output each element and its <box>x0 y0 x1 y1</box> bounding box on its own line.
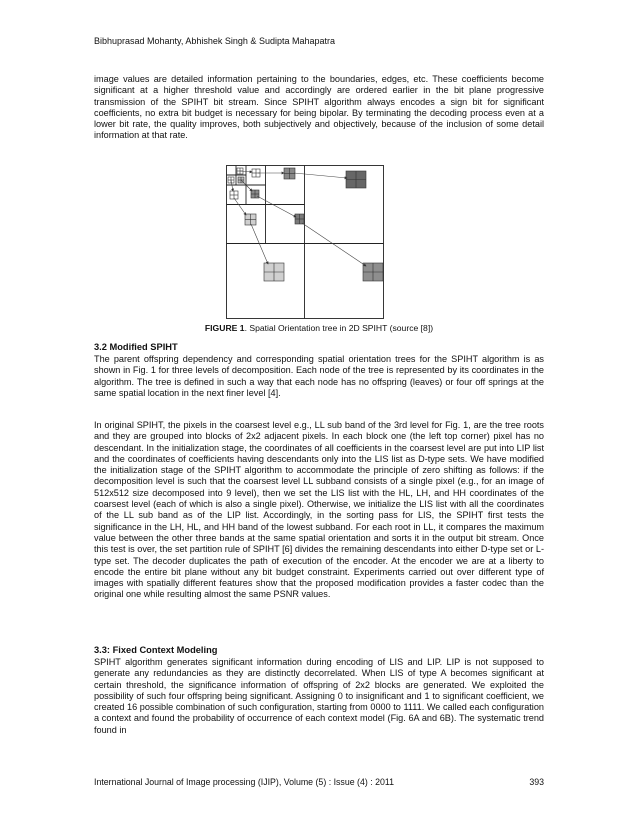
figure-caption <box>0 323 638 333</box>
section-3-2-paragraph-1: The parent offspring dependency and corresponding spatial orientation trees for the SPIHT algorithm is as shown in Fig. 1 for three levels of decomposition. Each node of the tree is represented by its coordinates in the algorithm. The tree is defined in such a way that each node has no offspring (leaves) or four off springs at the same spatial location in the next finer level [4]. <box>94 354 544 398</box>
figure-caption-text: . Spatial Orientation tree in 2D SPIHT (source [8]) <box>244 323 434 333</box>
page-number: 393 <box>529 777 544 787</box>
section-heading-3-3: 3.3: Fixed Context Modeling <box>94 645 218 655</box>
section-heading-3-2: 3.2 Modified SPIHT <box>94 342 178 352</box>
journal-citation: International Journal of Image processing (IJIP), Volume (5) : Issue (4) : 2011 <box>94 777 395 787</box>
figure-label: FIGURE 1 <box>204 323 245 333</box>
section-3-3-paragraph: SPIHT algorithm generates significant information during encoding of LIS and LIP. LIP is not supposed to generate any redundancies as they are distinctly decorrelated. When LIS of type A becomes significant at certain threshold, the significance information of offspring of 2x2 blocks are generated. We exploited the possibility of such four offspring being significant. Assigning 0 to insignificant and 1 to significant coefficient, we created 16 possible combination of such configuration, starting from 0000 to 1111. We called each configuration a context and found the probability of occurrence of each context model (Fig. 6A and 6B). The systematic trend found in <box>94 657 544 735</box>
running-header: Bibhuprasad Mohanty, Abhishek Singh & Sudipta Mahapatra <box>94 36 335 46</box>
page-footer <box>94 777 544 787</box>
section-3-2-paragraph-2: In original SPIHT, the pixels in the coarsest level e.g., LL sub band of the 3rd level for Fig. 1, are the tree roots and they are grouped into blocks of 2x2 adjacent pixels. In each block one (the left top corner) pixel has no descendant. In the initialization stage, the coordinates of all coefficients in the coarsest level are put into LIP list and the coordinates of coefficients having descendants only into the LIS list as D-type sets. We have modified the initialization stage of the SPIHT algorithm to accommodate the principle of zero shifting as follows: if the decomposition level is such that the coarsest level LL subband consists of a single pixel (e.g., for an image of 512x512 size decomposed into 9 level), then we set the LIS list with the HL, LH, and HH coordinates of the coarsest level (each of which is also a single pixel). Otherwise, we initialize the LIS list with all the coordinates of the LL sub band as of the LIP list. Accordingly, in the sorting pass for LIS, the SPIHT first tests the significance in the LH, HL, and HH band of the lowest subband. For each root in LL, it compares the maximum value between the other three bands at the same spatial orientation and sorts it in the output bit stream. Once this test is over, the set partition rule of SPIHT [6] divides the remaining descendants into either D-type set or L-type set. The decoder duplicates the path of execution of the encoder. At the encoder we are at a liberty to encode the entire bit plane without any bit budget constraint. Experiments carried out over different type of images with spatially different features show that the proposed modification provides a faster codec than the original one while resulting almost the same PSNR values. <box>94 420 544 600</box>
intro-paragraph: image values are detailed information pertaining to the boundaries, edges, etc. These coefficients become significant at a higher threshold value and accordingly are ordered earlier in the bit plane progressive transmission of the SPIHT bit stream. Since SPIHT algorithm always encodes a sign bit for significant coefficients, no extra bit budget is necessary for being bipolar. By terminating the decoding process even at a lower bit rate, the quality improves, both subjectively and objectively, because of the inclusion of some detail information at that rate. <box>94 74 544 141</box>
spatial-orientation-tree-figure <box>226 165 386 320</box>
